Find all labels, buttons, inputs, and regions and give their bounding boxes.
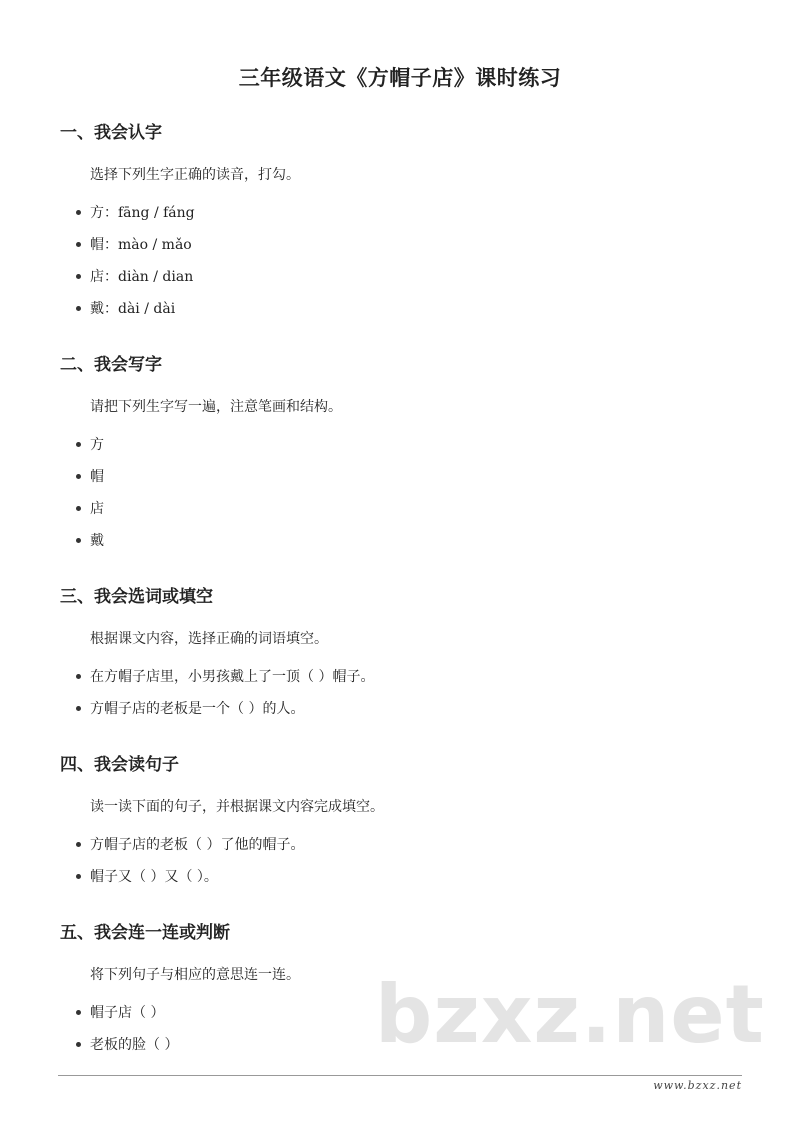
bullet-icon	[76, 1042, 81, 1047]
bullet-icon	[76, 706, 81, 711]
item-text: 帽子店（ ）	[90, 1005, 165, 1021]
section-fill-in-words	[60, 582, 750, 730]
item-text: 方：fāng / fáng	[90, 205, 195, 221]
footer-divider	[58, 1075, 742, 1076]
list-item	[60, 1002, 750, 1034]
section-write-characters	[60, 350, 750, 562]
list-item	[60, 666, 750, 698]
section-heading: 三、我会选词或填空	[60, 587, 213, 607]
list-item	[60, 698, 750, 730]
watermark-logo: bzxz.net	[375, 968, 765, 1061]
bullet-icon	[76, 874, 81, 879]
list-item	[60, 298, 750, 330]
section-instruction: 将下列句子与相应的意思连一连。	[90, 967, 300, 983]
section-match-or-judge	[60, 918, 750, 1066]
item-text: 店：diàn / dian	[90, 269, 194, 285]
bullet-icon	[76, 274, 81, 279]
section-read-sentences	[60, 750, 750, 898]
item-text: 方帽子店的老板（ ）了他的帽子。	[90, 837, 305, 853]
footer-url: www.bzxz.net	[653, 1079, 742, 1092]
page-title: 三年级语文《方帽子店》课时练习	[238, 65, 562, 90]
item-text: 老板的脸（ ）	[90, 1037, 179, 1053]
item-text: 帽：mào / mǎo	[90, 237, 192, 253]
list-item	[60, 530, 750, 562]
list-item	[60, 466, 750, 498]
item-text: 帽子又（ ）又（ ）。	[90, 869, 218, 885]
item-list	[60, 202, 750, 330]
section-instruction: 选择下列生字正确的读音，打勾。	[90, 167, 300, 183]
item-text: 方	[90, 437, 104, 453]
section-heading: 二、我会写字	[60, 355, 162, 375]
section-heading: 四、我会读句子	[60, 755, 179, 775]
item-text: 店	[90, 501, 104, 517]
bullet-icon	[76, 306, 81, 311]
section-instruction: 请把下列生字写一遍，注意笔画和结构。	[90, 399, 342, 415]
item-list	[60, 666, 750, 730]
item-text: 方帽子店的老板是一个（ ）的人。	[90, 701, 305, 717]
item-text: 戴	[90, 533, 104, 549]
bullet-icon	[76, 474, 81, 479]
item-list	[60, 834, 750, 898]
item-list	[60, 1002, 750, 1066]
item-list	[60, 434, 750, 562]
list-item	[60, 834, 750, 866]
bullet-icon	[76, 210, 81, 215]
bullet-icon	[76, 674, 81, 679]
section-instruction: 读一读下面的句子，并根据课文内容完成填空。	[90, 799, 384, 815]
bullet-icon	[76, 1010, 81, 1015]
bullet-icon	[76, 842, 81, 847]
section-instruction: 根据课文内容，选择正确的词语填空。	[90, 631, 328, 647]
bullet-icon	[76, 538, 81, 543]
list-item	[60, 266, 750, 298]
bullet-icon	[76, 506, 81, 511]
list-item	[60, 498, 750, 530]
bullet-icon	[76, 442, 81, 447]
list-item	[60, 866, 750, 898]
list-item	[60, 202, 750, 234]
section-heading: 一、我会认字	[60, 123, 162, 143]
item-text: 在方帽子店里，小男孩戴上了一顶（ ）帽子。	[90, 669, 375, 685]
item-text: 戴：dài / dài	[90, 301, 176, 317]
section-heading: 五、我会连一连或判断	[60, 923, 230, 943]
item-text: 帽	[90, 469, 104, 485]
list-item	[60, 234, 750, 266]
section-recognize-characters	[60, 118, 750, 330]
bullet-icon	[76, 242, 81, 247]
list-item	[60, 1034, 750, 1066]
list-item	[60, 434, 750, 466]
